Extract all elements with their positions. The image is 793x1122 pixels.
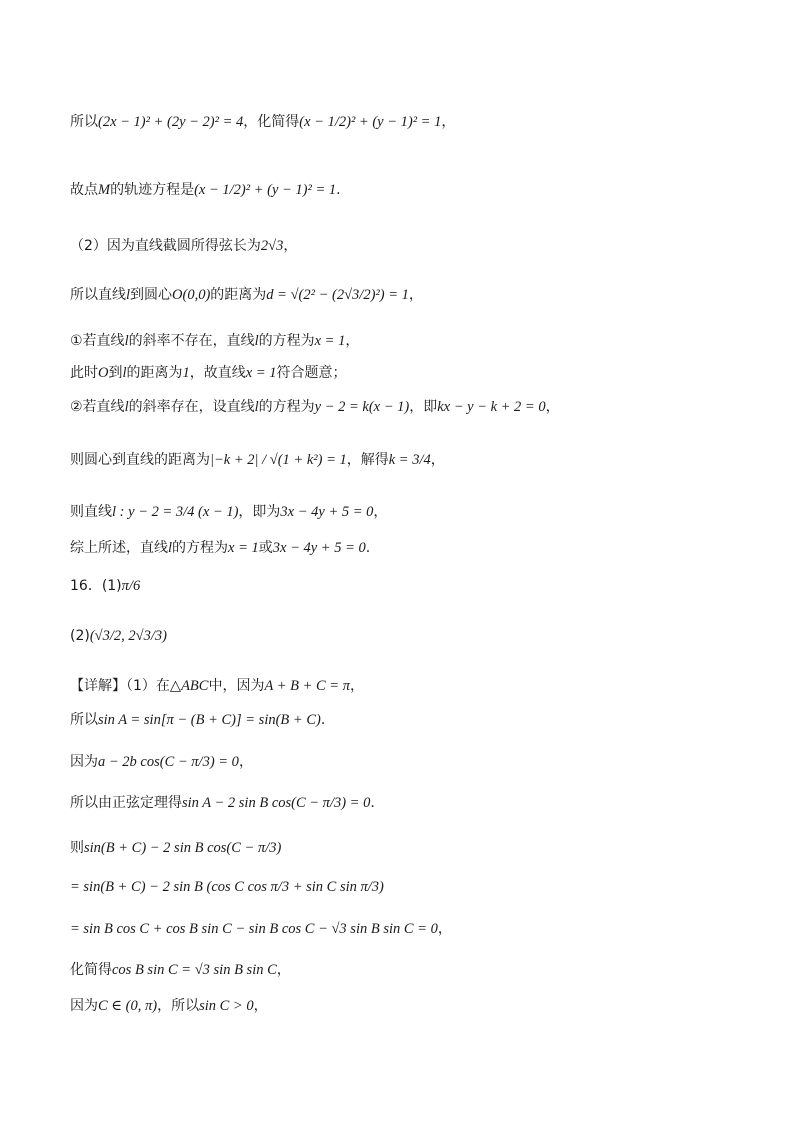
text-segment: (2): [70, 628, 90, 644]
math-expression: l: [124, 399, 129, 415]
text-segment: ，: [276, 962, 291, 978]
text-segment: ，: [283, 238, 298, 254]
text-segment: 因为: [70, 998, 98, 1014]
math-expression: △ABC: [169, 678, 209, 694]
math-expression: sin A − 2 sin B cos(C − π/3) = 0: [182, 795, 371, 811]
text-line: [70, 450, 445, 470]
text-segment: 所以: [70, 114, 98, 130]
text-line: [70, 502, 387, 522]
text-segment: 则直线: [70, 504, 112, 520]
text-line: [70, 919, 452, 939]
text-line: [70, 752, 253, 772]
text-segment: 的斜率存在，设直线: [128, 399, 255, 415]
text-segment: ，: [545, 399, 560, 415]
text-line: [70, 538, 370, 558]
math-expression: (√3/2, 2√3/3): [89, 628, 167, 644]
math-expression: l : y − 2 = 3/4 (x − 1): [112, 504, 239, 520]
math-expression: d = √(2² − (2√3/2)²) = 1: [266, 287, 409, 303]
text-line: [70, 676, 364, 696]
math-expression: k = 3/4: [388, 452, 431, 468]
text-line: [70, 960, 291, 980]
text-line: [70, 363, 347, 383]
text-segment: 到圆心: [130, 287, 173, 303]
math-expression: C ∈ (0, π): [98, 998, 158, 1014]
text-segment: ，: [349, 678, 364, 694]
text-segment: 到: [108, 365, 123, 381]
math-expression: sin(B + C) − 2 sin B cos(C − π/3): [84, 840, 282, 856]
math-expression: l: [122, 365, 127, 381]
text-segment: ，故直线: [189, 365, 246, 381]
math-expression: |−k + 2| / √(1 + k²) = 1: [210, 452, 347, 468]
math-expression: x = 1: [314, 333, 346, 349]
text-segment: ，所以: [157, 998, 200, 1014]
math-expression: (2x − 1)² + (2y − 2)² = 4: [98, 114, 244, 130]
text-segment: （2）因为直线截圆所得弦长为: [70, 238, 261, 254]
text-segment: 化简得: [70, 962, 112, 978]
text-segment: 因为: [70, 754, 98, 770]
math-expression: l: [126, 287, 131, 303]
text-segment: ，: [238, 754, 253, 770]
text-segment: 的方程为: [258, 333, 315, 349]
text-segment: 中，因为: [208, 678, 265, 694]
text-segment: 此时: [70, 365, 98, 381]
text-segment: 的距离为: [126, 365, 183, 381]
text-segment: ，: [441, 114, 456, 130]
text-segment: 的方程为: [172, 540, 229, 556]
text-segment: ，即: [409, 399, 438, 415]
text-line: [70, 236, 297, 256]
text-segment: 综上所述，直线: [70, 540, 168, 556]
math-expression: 3x − 4y + 5 = 0: [280, 504, 374, 520]
text-line: [70, 576, 140, 596]
math-expression: cos B sin C = √3 sin B sin C: [112, 962, 277, 978]
math-expression: l: [124, 333, 129, 349]
math-expression: = sin(B + C) − 2 sin B (cos C cos π/3 + sin C sin π/3): [70, 879, 384, 895]
text-segment: .: [370, 795, 375, 811]
math-expression: l: [168, 540, 173, 556]
text-segment: ，解得: [346, 452, 389, 468]
math-expression: x = 1: [245, 365, 277, 381]
text-line: [70, 112, 455, 132]
text-segment: 所以由正弦定理得: [70, 795, 182, 811]
text-segment: ②若直线: [70, 399, 125, 415]
text-segment: ，: [408, 287, 423, 303]
text-line: [70, 877, 384, 897]
text-segment: 则圆心到直线的距离为: [70, 452, 210, 468]
math-expression: (x − 1/2)² + (y − 1)² = 1: [194, 182, 337, 198]
text-line: [70, 793, 375, 813]
text-segment: 的方程为: [258, 399, 315, 415]
math-expression: x = 1: [228, 540, 259, 556]
math-expression: A + B + C = π: [264, 678, 350, 694]
math-expression: 1: [182, 365, 190, 381]
math-expression: kx − y − k + 2 = 0: [437, 399, 546, 415]
text-segment: 【详解】（1）在: [70, 678, 170, 694]
text-segment: .: [320, 712, 326, 728]
math-expression: (x − 1/2)² + (y − 1)² = 1: [299, 114, 442, 130]
text-segment: .: [336, 182, 341, 198]
math-expression: sin A = sin[π − (B + C)] = sin(B + C): [98, 712, 321, 728]
math-expression: 2√3: [260, 238, 284, 254]
text-segment: ，即为: [238, 504, 281, 520]
text-line: [70, 626, 167, 646]
text-line: [70, 996, 268, 1016]
math-expression: l: [254, 333, 259, 349]
text-line: [70, 331, 359, 351]
text-line: [70, 838, 281, 858]
math-expression: M: [98, 182, 111, 198]
text-segment: ，: [253, 998, 268, 1014]
text-segment: 符合题意；: [276, 365, 347, 381]
text-segment: ①若直线: [70, 333, 125, 349]
math-expression: π/6: [121, 578, 141, 594]
math-expression: O: [98, 365, 109, 381]
text-segment: 的距离为: [210, 287, 267, 303]
text-segment: ，: [430, 452, 445, 468]
math-expression: O(0,0): [172, 287, 211, 303]
text-segment: 16．(1): [70, 578, 122, 594]
text-line: [70, 285, 423, 305]
text-segment: ，: [345, 333, 360, 349]
math-expression: = sin B cos C + cos B sin C − sin B cos C − √3 sin B sin C = 0: [70, 921, 438, 937]
text-line: [70, 710, 325, 730]
text-segment: .: [365, 540, 371, 556]
text-segment: 所以: [70, 712, 98, 728]
text-segment: 所以直线: [70, 287, 126, 303]
text-segment: ，: [373, 504, 388, 520]
text-segment: 或: [258, 540, 273, 556]
math-expression: 3x − 4y + 5 = 0: [272, 540, 366, 556]
math-expression: a − 2b cos(C − π/3) = 0: [98, 754, 239, 770]
text-segment: 则: [70, 840, 84, 856]
text-segment: 的斜率不存在，直线: [128, 333, 255, 349]
math-expression: l: [254, 399, 259, 415]
text-segment: ，: [437, 921, 452, 937]
text-segment: 的轨迹方程是: [110, 182, 195, 198]
math-expression: sin C > 0: [199, 998, 254, 1014]
text-segment: ，化简得: [243, 114, 300, 130]
text-line: [70, 180, 341, 200]
text-segment: 故点: [70, 182, 98, 198]
text-line: [70, 397, 560, 417]
math-expression: y − 2 = k(x − 1): [314, 399, 410, 415]
